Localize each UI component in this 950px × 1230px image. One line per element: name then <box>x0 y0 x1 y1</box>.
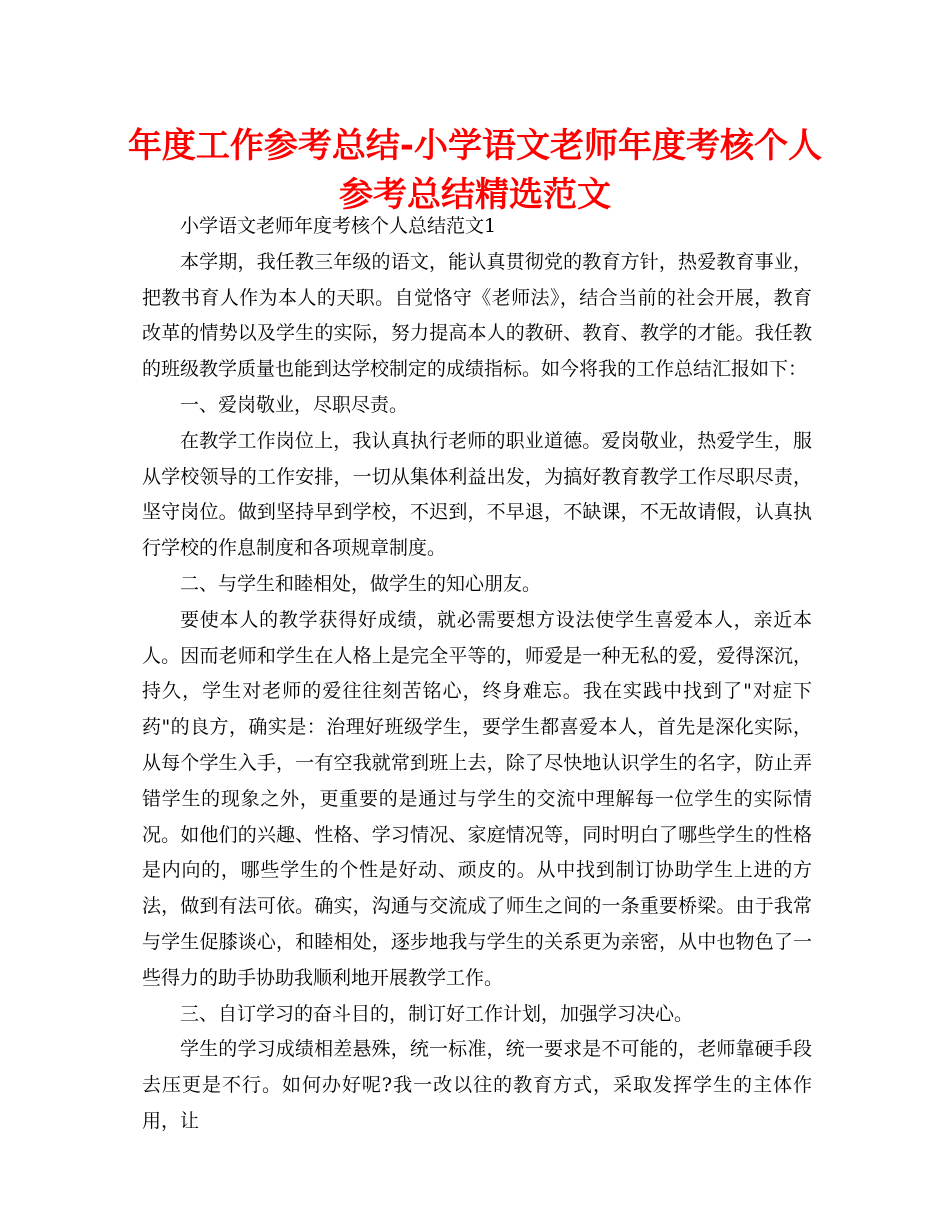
paragraph: 在教学工作岗位上，我认真执行老师的职业道德。爱岗敬业，热爱学生，服从学校领导的工作安排，一切从集体利益出发，为搞好教育教学工作尽职尽责，坚守岗位。做到坚持早到学校，不迟到，不早退，不缺课，不无故请假，认真执行学校的作息制度和各项规章制度。 <box>142 429 812 560</box>
section-heading: 二、与学生和睦相处，做学生的知心朋友。 <box>180 572 542 595</box>
document-title: 年度工作参考总结-小学语文老师年度考核个人参考总结精选范文 <box>127 126 823 215</box>
document-body <box>142 209 812 1140</box>
section-heading: 小学语文老师年度考核个人总结范文1 <box>180 215 497 237</box>
paragraph: 本学期，我任教三年级的语文，能认真贯彻党的教育方针，热爱教育事业，把教书育人作为本人的天职。自觉恪守《老师法》，结合当前的社会开展，教育改革的情势以及学生的实际，努力提高本人的教研、教育、教学的才能。我任教的班级教学质量也能到达学校制定的成绩指标。如今将我的工作总结汇报如下： <box>142 250 812 381</box>
section-heading: 一、爱岗敬业，尽职尽责。 <box>180 393 409 416</box>
section-heading: 三、自订学习的奋斗目的，制订好工作计划，加强学习决心。 <box>180 1002 694 1025</box>
paragraph: 要使本人的教学获得好成绩，就必需要想方设法使学生喜爱本人，亲近本人。因而老师和学生在人格上是完全平等的，师爱是一种无私的爱，爱得深沉，持久，学生对老师的爱往往刻苦铭心，终身难忘。我在实践中找到了"对症下药"的良方，确实是：治理好班级学生，要学生都喜爱本人，首先是深化实际，从每个学生入手，一有空我就常到班上去，除了尽快地认识学生的名字，防止弄错学生的现象之外，更重要的是通过与学生的交流中理解每一位学生的实际情况。如他们的兴趣、性格、学习情况、家庭情况等，同时明白了哪些学生的性格是内向的，哪些学生的个性是好动、顽皮的。从中找到制订协助学生上进的方法，做到有法可依。确实，沟通与交流成了师生之间的一条重要桥梁。由于我常与学生促膝谈心，和睦相处，逐步地我与学生的关系更为亲密，从中也物色了一些得力的助手协助我顺利地开展教学工作。 <box>142 608 812 989</box>
paragraph: 学生的学习成绩相差悬殊，统一标准，统一要求是不可能的，老师靠硬手段去压更是不行。如何办好呢?我一改以往的教育方式，采取发挥学生的主体作用，让 <box>142 1038 812 1132</box>
